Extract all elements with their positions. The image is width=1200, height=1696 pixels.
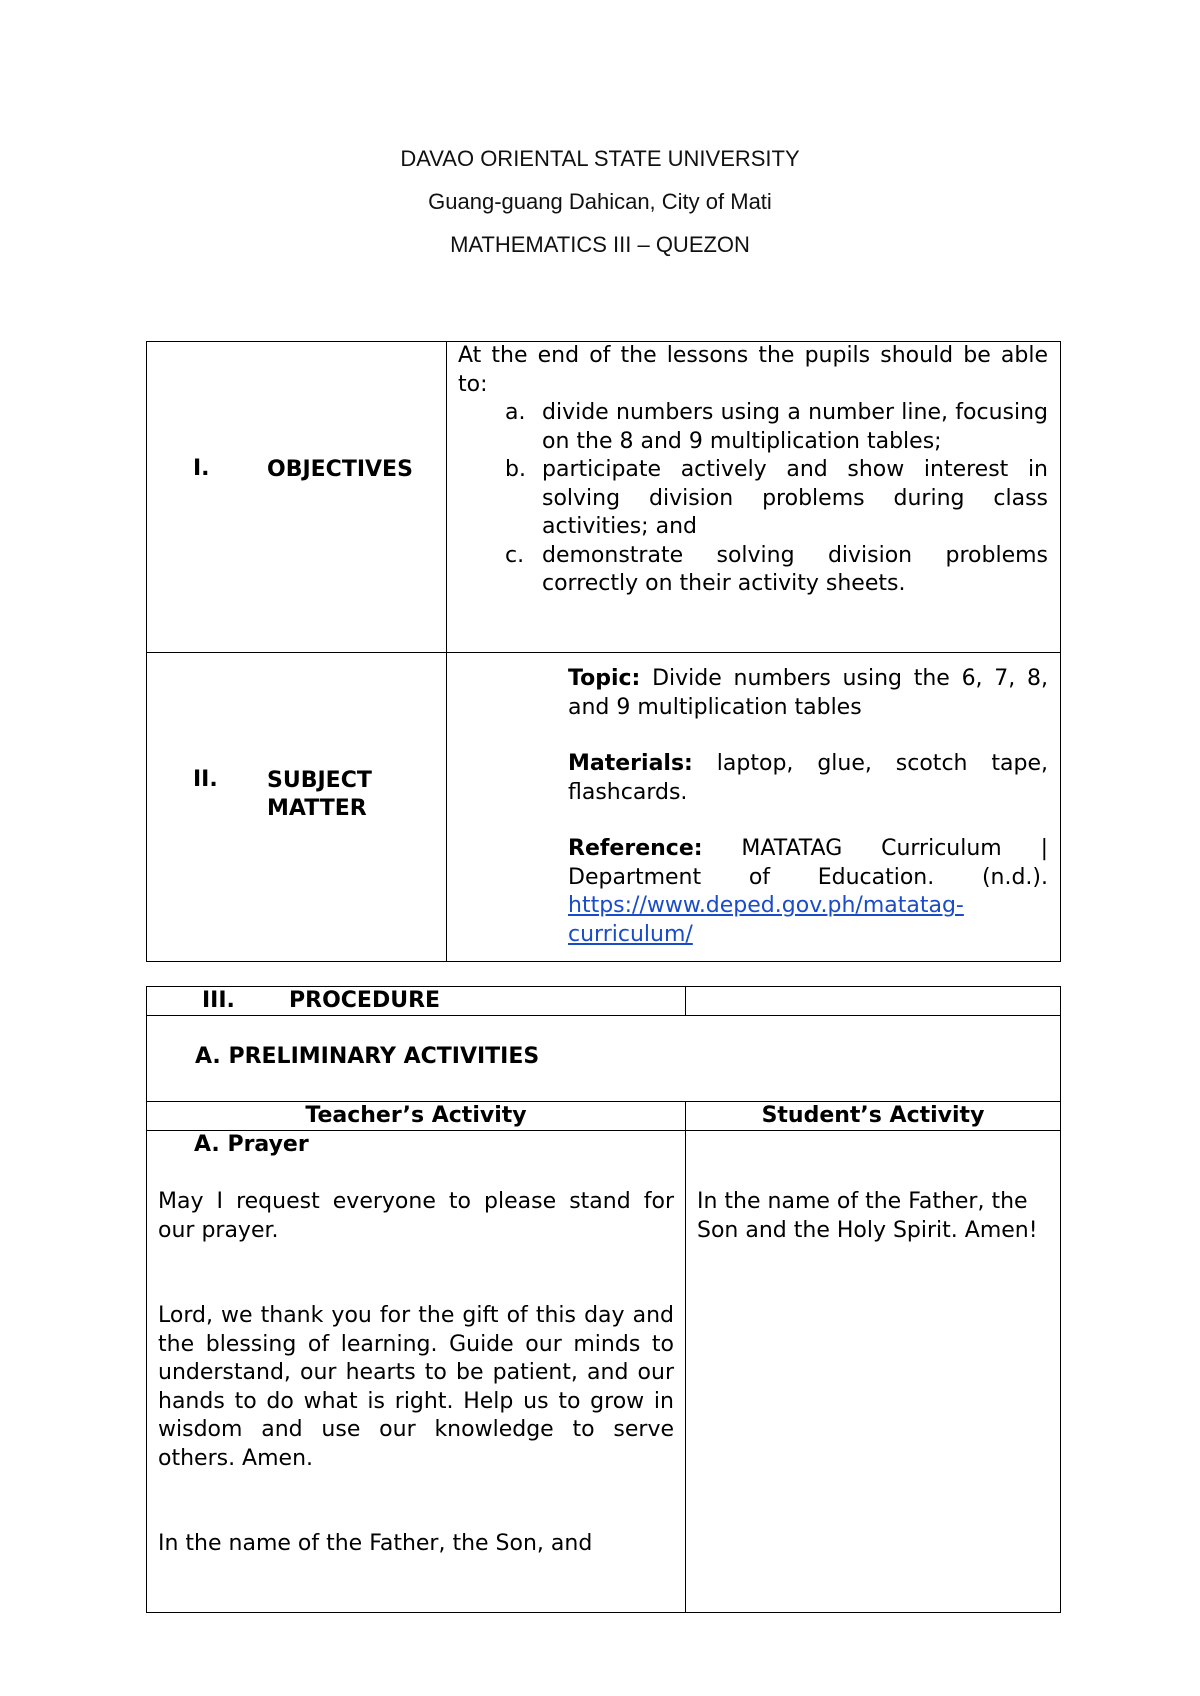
reference-link[interactable]: https://www.deped.gov.ph/matatag-curriculum/: [568, 893, 964, 947]
reference-label: Reference:: [568, 836, 703, 861]
activity-header-row: [147, 1102, 1061, 1131]
procedure-label-cell: [147, 987, 686, 1016]
preliminary-heading: A. PRELIMINARY ACTIVITIES: [195, 1044, 540, 1069]
student-activity-cell: [686, 1131, 1061, 1613]
procedure-table: [146, 986, 1061, 1613]
objectives-intro: At the end of the lessons the pupils should be able to:: [458, 343, 1048, 397]
objective-letter: c.: [505, 542, 525, 568]
subject-matter-content-cell: [447, 653, 1061, 962]
teacher-prayer-closing: In the name of the Father, the Son, and: [158, 1531, 593, 1556]
preliminary-row: [147, 1016, 1061, 1102]
student-activity-header: Student’s Activity: [686, 1102, 1061, 1131]
university-address: Guang-guang Dahican, City of Mati: [428, 189, 772, 214]
procedure-roman: III.: [202, 988, 235, 1013]
topic-text: Divide numbers using the 6, 7, 8, and 9 multiplication tables: [568, 666, 1049, 720]
objective-item: [458, 456, 1048, 542]
topic-paragraph: [568, 665, 1048, 722]
reference-paragraph: [568, 835, 1048, 949]
objective-item: [458, 399, 1048, 456]
materials-text: laptop, glue, scotch tape, flashcards.: [568, 751, 1048, 805]
student-prayer-response: In the name of the Father, the Son and the Holy Spirit. Amen!: [697, 1189, 1038, 1243]
objective-text: participate actively and show interest in solving division problems during class activities; and: [542, 457, 1048, 539]
objectives-list: [458, 399, 1048, 599]
teacher-prayer-text: Lord, we thank you for the gift of this day and the blessing of learning. Guide our minds to understand, our hearts to be patient, and our hands to do what is right. Help us to grow in wisdom and use our knowledge to serve others. Amen.: [158, 1303, 674, 1471]
objectives-roman: I.: [193, 456, 210, 481]
subject-matter-label: [267, 767, 372, 823]
preliminary-cell: [147, 1016, 1061, 1102]
objectives-subject-table: [146, 341, 1061, 962]
materials-label: Materials:: [568, 751, 693, 776]
activity-body-row: [147, 1131, 1061, 1613]
subject-matter-label-line2: MATTER: [267, 796, 367, 821]
procedure-empty-cell: [686, 987, 1061, 1016]
university-name: DAVAO ORIENTAL STATE UNIVERSITY: [400, 146, 800, 171]
objectives-row: [147, 342, 1061, 653]
subject-matter-roman: II.: [193, 767, 218, 792]
objectives-content-cell: [447, 342, 1061, 653]
subject-matter-row: [147, 653, 1061, 962]
objective-letter: a.: [505, 400, 526, 425]
objectives-label-cell: [147, 342, 447, 653]
objective-item: [458, 542, 1048, 599]
materials-paragraph: [568, 750, 1048, 807]
teacher-activity-cell: [147, 1131, 686, 1613]
objective-letter: b.: [505, 457, 526, 482]
objective-text: demonstrate solving division problems correctly on their activity sheets.: [542, 542, 1048, 596]
procedure-label: PROCEDURE: [289, 988, 441, 1013]
topic-label: Topic:: [568, 666, 641, 691]
subject-matter-label-cell: [147, 653, 447, 962]
reference-text: MATATAG Curriculum | Department of Education. (n.d.).: [568, 836, 1048, 890]
teacher-activity-header: Teacher’s Activity: [147, 1102, 686, 1131]
course-title: MATHEMATICS III – QUEZON: [450, 232, 750, 257]
procedure-row: [147, 987, 1061, 1016]
prayer-title: A. Prayer: [194, 1132, 309, 1157]
objective-text: divide numbers using a number line, focusing on the 8 and 9 multiplication tables;: [542, 400, 1048, 454]
subject-matter-label-line1: SUBJECT: [267, 768, 372, 793]
objectives-label: OBJECTIVES: [267, 457, 413, 482]
teacher-prayer-request: May I request everyone to please stand for our prayer.: [158, 1189, 674, 1243]
